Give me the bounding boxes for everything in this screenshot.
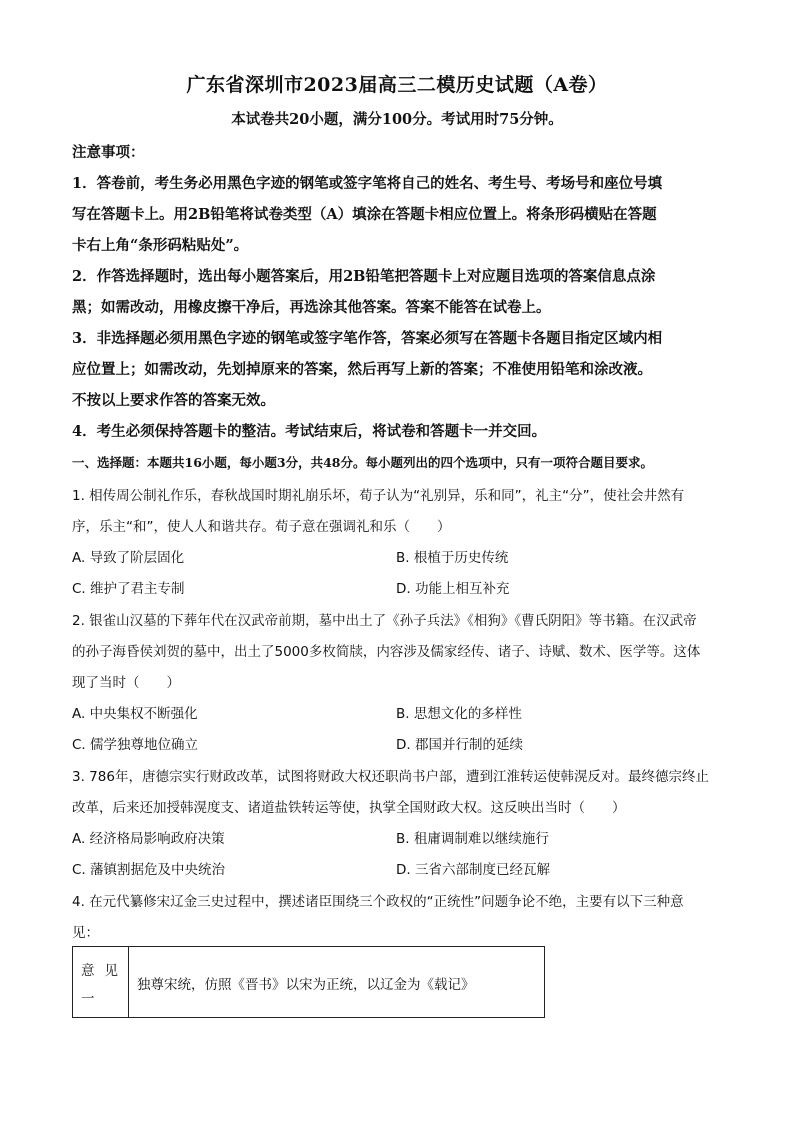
option-b: B. 思想文化的多样性 xyxy=(396,706,522,722)
option-a: A. 导致了阶层固化 xyxy=(72,550,185,566)
notice-line: 1．答卷前，考生务必用黑色字迹的钢笔或签字笔将自己的姓名、考生号、考场号和座位号填 xyxy=(72,175,663,192)
question-stem-line: 3. 786年，唐德宗实行财政改革，试图将财政大权还职尚书户部，遭到江淮转运使韩滉反对。最终德宗终止 xyxy=(72,769,709,785)
question-stem-line: 的孙子海昏侯刘贺的墓中，出土了5000多枚简牍，内容涉及儒家经传、诸子、诗赋、数术、医学等。这体 xyxy=(72,644,701,660)
opinion-content: 独尊宋统，仿照《晋书》以宋为正统，以辽金为《载记》 xyxy=(137,977,475,993)
notice-line: 2．作答选择题时，选出每小题答案后，用2B铅笔把答题卡上对应题目选项的答案信息点涂 xyxy=(72,268,656,285)
notice-line: 3．非选择题必须用黑色字迹的钢笔或签字笔作答，答案必须写在答题卡各题目指定区域内相 xyxy=(72,330,663,347)
question-stem-line: 4. 在元代纂修宋辽金三史过程中，撰述诸臣围绕三个政权的“正统性”问题争论不绝，主要有以下三种意 xyxy=(72,894,684,910)
question-stem-line: 2. 银雀山汉墓的下葬年代在汉武帝前期，墓中出土了《孙子兵法》《相狗》《曹氏阴阳》等书籍。在汉武帝 xyxy=(72,613,697,629)
notice-line: 黑；如需改动，用橡皮擦干净后，再选涂其他答案。答案不能答在试卷上。 xyxy=(72,299,551,316)
opinion-label: 意见 xyxy=(81,963,128,979)
notice-line: 4．考生必须保持答题卡的整洁。考试结束后，将试卷和答题卡一并交回。 xyxy=(72,423,547,440)
option-c: C. 儒学独尊地位确立 xyxy=(72,737,199,753)
question-stem-line: 改革，后来还加授韩滉度支、诸道盐铁转运等使，执掌全国财政大权。这反映出当时（ ） xyxy=(72,800,626,816)
notice-line: 写在答题卡上。用2B铅笔将试卷类型（A）填涂在答题卡相应位置上。将条形码横贴在答题 xyxy=(72,206,657,223)
notice-line: 不按以上要求作答的答案无效。 xyxy=(72,392,275,409)
page-subtitle: 本试卷共20小题，满分100分。考试用时75分钟。 xyxy=(231,111,563,128)
notice-line: 卡右上角“条形码粘贴处”。 xyxy=(72,237,249,254)
page-title: 广东省深圳市2023届高三二模历史试题（A卷） xyxy=(186,74,608,96)
notice-line: 应位置上；如需改动，先划掉原来的答案，然后再写上新的答案；不准使用铅笔和涂改液。 xyxy=(72,361,652,378)
opinion-table xyxy=(72,946,545,1018)
option-a: A. 经济格局影响政府决策 xyxy=(72,831,225,847)
section-heading: 一、选择题：本题共16小题，每小题3分，共48分。每小题列出的四个选项中，只有一项符合题目要求。 xyxy=(72,455,653,470)
question-stem-line: 现了当时（ ） xyxy=(72,675,180,691)
question-stem-line: 1. 相传周公制礼作乐，春秋战国时期礼崩乐坏，荀子认为“礼别异，乐和同”，礼主“分”，使社会井然有 xyxy=(72,488,685,504)
option-d: D. 功能上相互补充 xyxy=(396,581,510,597)
question-stem-line: 见： xyxy=(72,925,99,941)
option-d: D. 郡国并行制的延续 xyxy=(396,737,523,753)
option-a: A. 中央集权不断强化 xyxy=(72,706,198,722)
notice-heading: 注意事项： xyxy=(72,144,145,161)
opinion-number: 一 xyxy=(81,991,95,1007)
option-b: B. 根植于历史传统 xyxy=(396,550,509,566)
option-d: D. 三省六部制度已经瓦解 xyxy=(396,862,550,878)
option-c: C. 维护了君主专制 xyxy=(72,581,185,597)
option-c: C. 藩镇割据危及中央统治 xyxy=(72,862,226,878)
option-b: B. 租庸调制难以继续施行 xyxy=(396,831,549,847)
question-stem-line: 序，乐主“和”，使人人和谐共存。荀子意在强调礼和乐（ ） xyxy=(72,519,451,535)
opinion-label-cell xyxy=(73,947,129,1017)
